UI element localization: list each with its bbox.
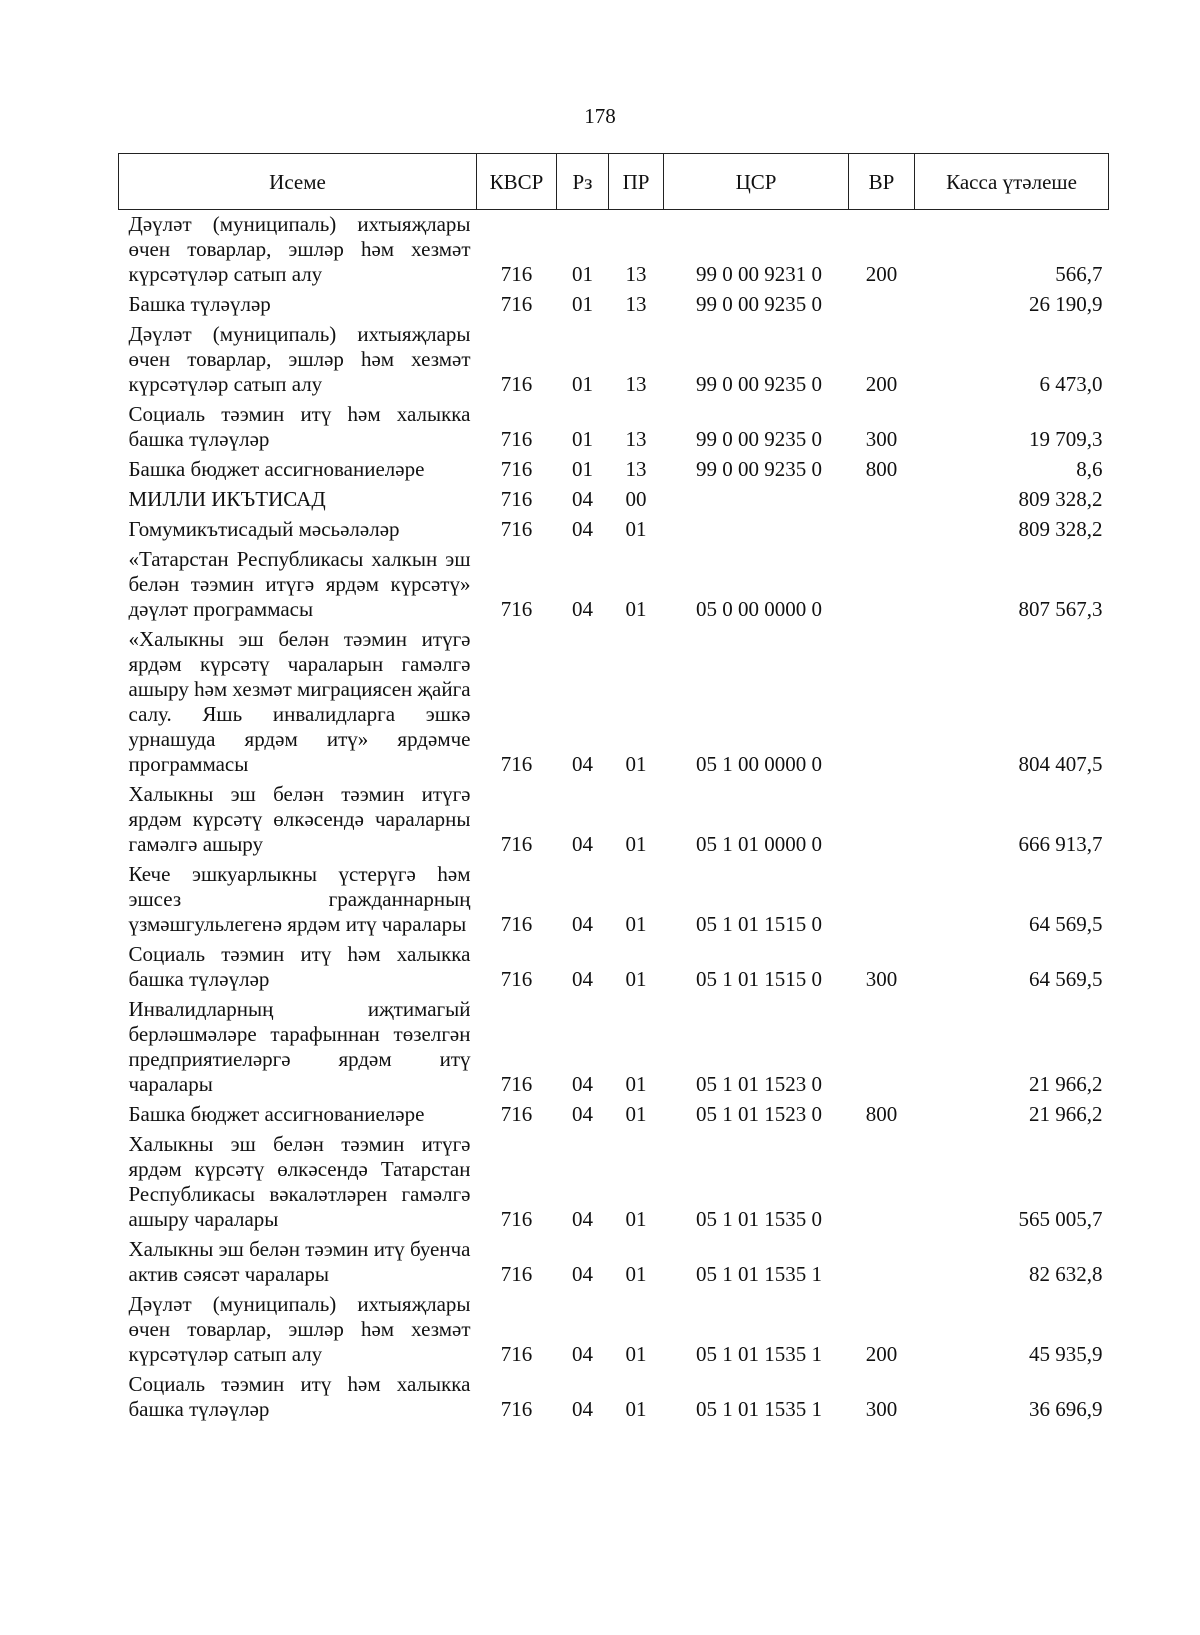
row-pr: 01 (625, 1397, 647, 1421)
table-header-row (119, 154, 1109, 210)
row-kvsr: 716 (500, 292, 533, 316)
row-pr: 01 (625, 1207, 647, 1231)
table-row (119, 860, 1109, 940)
table-row (119, 485, 1109, 515)
row-name: Халыкны эш белән тәэмин итүгә ярдәм күрсәтү өлкәсендә Татарстан Республикасы вәкаләтләрен гамәлгә ашыру чаралары (128, 1132, 471, 1231)
row-amount: 21 966,2 (1029, 1102, 1103, 1126)
table-row (119, 780, 1109, 860)
row-vr (849, 995, 915, 1100)
row-csr: 99 0 00 9235 0 (696, 457, 822, 481)
row-rz: 04 (572, 967, 593, 991)
row-amount: 21 966,2 (1029, 1072, 1103, 1096)
row-pr: 01 (625, 967, 647, 991)
row-kvsr: 716 (500, 262, 533, 286)
row-vr (849, 780, 915, 860)
row-amount: 565 005,7 (1018, 1207, 1103, 1231)
row-vr (849, 1130, 915, 1235)
row-name: Гомумикътисадый мәсьәләләр (128, 517, 400, 541)
row-amount: 566,7 (1055, 262, 1103, 286)
row-amount: 807 567,3 (1018, 597, 1103, 621)
row-kvsr: 716 (500, 517, 533, 541)
header-name: Исеме (119, 154, 477, 210)
row-kvsr: 716 (500, 1397, 533, 1421)
row-name: Халыкны эш белән тәэмин итү буенча актив сәясәт чаралары (128, 1237, 471, 1286)
row-csr: 05 1 01 1515 0 (696, 912, 822, 936)
table-row (119, 1370, 1109, 1425)
row-pr: 13 (625, 292, 647, 316)
row-pr: 01 (625, 832, 647, 856)
row-kvsr: 716 (500, 487, 533, 511)
row-amount: 8,6 (1076, 457, 1103, 481)
row-kvsr: 716 (500, 752, 533, 776)
row-kvsr: 716 (500, 1207, 533, 1231)
row-amount: 82 632,8 (1029, 1262, 1103, 1286)
table-row (119, 400, 1109, 455)
table-row (119, 1290, 1109, 1370)
row-csr: 05 1 01 1535 1 (696, 1342, 822, 1366)
row-csr (664, 515, 849, 545)
header-pr: ПР (609, 154, 664, 210)
row-pr: 01 (625, 912, 647, 936)
row-name: Социаль тәэмин итү һәм халыкка башка түләүләр (128, 942, 471, 991)
row-rz: 04 (572, 752, 593, 776)
row-rz: 04 (572, 1397, 593, 1421)
row-name: Халыкны эш белән тәэмин итүгә ярдәм күрсәтү өлкәсендә чараларны гамәлгә ашыру (128, 782, 471, 856)
row-csr: 99 0 00 9235 0 (696, 372, 822, 396)
row-rz: 04 (572, 487, 593, 511)
row-pr: 01 (625, 1072, 647, 1096)
table-body (119, 210, 1109, 1426)
header-amount: Касса үтәлеше (915, 154, 1109, 210)
row-csr: 05 0 00 0000 0 (696, 597, 822, 621)
row-kvsr: 716 (500, 427, 533, 451)
table-row (119, 940, 1109, 995)
row-name: Кече эшкуарлыкны үстерүгә һәм эшсез гражданнарның үзмәшгульлегенә ярдәм итү чаралары (128, 862, 471, 936)
row-pr: 13 (625, 427, 647, 451)
row-name: Инвалидларның иҗтимагый берләшмәләре тарафыннан төзелгән предприятиеләргә ярдәм итү чаралары (128, 997, 471, 1096)
row-rz: 04 (572, 1342, 593, 1366)
header-csr: ЦСР (664, 154, 849, 210)
row-vr (849, 860, 915, 940)
table-row (119, 1100, 1109, 1130)
table-row (119, 290, 1109, 320)
row-vr: 200 (865, 262, 898, 286)
row-name: Социаль тәэмин итү һәм халыкка башка түләүләр (128, 1372, 471, 1421)
row-vr: 300 (865, 427, 898, 451)
row-amount: 45 935,9 (1029, 1342, 1103, 1366)
row-name: Башка бюджет ассигнованиеләре (128, 457, 425, 481)
row-name: Башка бюджет ассигнованиеләре (128, 1102, 425, 1126)
table-row (119, 320, 1109, 400)
row-pr: 01 (625, 1262, 647, 1286)
row-amount: 26 190,9 (1029, 292, 1103, 316)
row-pr: 13 (625, 262, 647, 286)
header-vr: ВР (849, 154, 915, 210)
row-vr (849, 485, 915, 515)
header-rz: Рз (557, 154, 609, 210)
row-csr: 05 1 01 0000 0 (696, 832, 822, 856)
table-row (119, 995, 1109, 1100)
row-vr (849, 545, 915, 625)
row-amount: 64 569,5 (1029, 912, 1103, 936)
row-rz: 01 (572, 427, 593, 451)
row-pr: 01 (625, 517, 647, 541)
row-vr (849, 625, 915, 780)
row-rz: 01 (572, 457, 593, 481)
row-amount: 666 913,7 (1018, 832, 1103, 856)
row-rz: 04 (572, 832, 593, 856)
row-kvsr: 716 (500, 832, 533, 856)
row-csr: 05 1 01 1535 1 (696, 1262, 822, 1286)
budget-table (118, 153, 1109, 1425)
row-vr: 200 (865, 372, 898, 396)
table-row (119, 545, 1109, 625)
row-amount: 809 328,2 (1018, 517, 1103, 541)
row-name: Дәүләт (муниципаль) ихтыяҗлары өчен товарлар, эшләр һәм хезмәт күрсәтүләр сатып алу (128, 212, 471, 286)
table-row (119, 1130, 1109, 1235)
table-row (119, 455, 1109, 485)
row-csr (664, 485, 849, 515)
row-kvsr: 716 (500, 1262, 533, 1286)
row-vr (849, 290, 915, 320)
row-vr: 800 (865, 457, 898, 481)
row-pr: 00 (625, 487, 647, 511)
row-vr (849, 1235, 915, 1290)
row-rz: 04 (572, 517, 593, 541)
row-pr: 01 (625, 1342, 647, 1366)
row-kvsr: 716 (500, 372, 533, 396)
table-row (119, 210, 1109, 291)
row-csr: 99 0 00 9235 0 (696, 292, 822, 316)
row-kvsr: 716 (500, 912, 533, 936)
header-kvsr: КВСР (477, 154, 557, 210)
row-csr: 05 1 01 1535 0 (696, 1207, 822, 1231)
row-csr: 99 0 00 9231 0 (696, 262, 822, 286)
row-rz: 04 (572, 1102, 593, 1126)
row-name: Дәүләт (муниципаль) ихтыяҗлары өчен товарлар, эшләр һәм хезмәт күрсәтүләр сатып алу (128, 1292, 471, 1366)
row-kvsr: 716 (500, 1072, 533, 1096)
row-csr: 05 1 01 1523 0 (696, 1102, 822, 1126)
row-amount: 19 709,3 (1029, 427, 1103, 451)
row-rz: 01 (572, 292, 593, 316)
row-pr: 01 (625, 1102, 647, 1126)
row-amount: 804 407,5 (1018, 752, 1103, 776)
page-number: 178 (584, 104, 616, 128)
row-rz: 04 (572, 912, 593, 936)
row-kvsr: 716 (500, 1102, 533, 1126)
row-vr: 300 (865, 967, 898, 991)
row-kvsr: 716 (500, 597, 533, 621)
row-name: Социаль тәэмин итү һәм халыкка башка түләүләр (128, 402, 471, 451)
row-rz: 04 (572, 1072, 593, 1096)
row-name: МИЛЛИ ИКЪТИСАД (128, 487, 326, 511)
row-csr: 99 0 00 9235 0 (696, 427, 822, 451)
row-name: Дәүләт (муниципаль) ихтыяҗлары өчен товарлар, эшләр һәм хезмәт күрсәтүләр сатып алу (128, 322, 471, 396)
row-pr: 01 (625, 752, 647, 776)
row-csr: 05 1 01 1523 0 (696, 1072, 822, 1096)
row-vr (849, 515, 915, 545)
row-rz: 04 (572, 597, 593, 621)
row-amount: 36 696,9 (1029, 1397, 1103, 1421)
row-amount: 64 569,5 (1029, 967, 1103, 991)
row-pr: 13 (625, 457, 647, 481)
row-amount: 6 473,0 (1039, 372, 1103, 396)
row-amount: 809 328,2 (1018, 487, 1103, 511)
row-vr: 800 (865, 1102, 898, 1126)
row-csr: 05 1 01 1515 0 (696, 967, 822, 991)
row-name: «Татарстан Республикасы халкын эш белән тәэмин итүгә ярдәм күрсәтү» дәүләт программасы (128, 547, 471, 621)
row-vr: 300 (865, 1397, 898, 1421)
row-vr: 200 (865, 1342, 898, 1366)
row-csr: 05 1 00 0000 0 (696, 752, 822, 776)
row-name: Башка түләүләр (128, 292, 271, 316)
table-row (119, 1235, 1109, 1290)
row-rz: 01 (572, 262, 593, 286)
row-rz: 04 (572, 1207, 593, 1231)
row-rz: 04 (572, 1262, 593, 1286)
row-pr: 13 (625, 372, 647, 396)
table-row (119, 625, 1109, 780)
row-kvsr: 716 (500, 967, 533, 991)
row-kvsr: 716 (500, 1342, 533, 1366)
row-pr: 01 (625, 597, 647, 621)
row-csr: 05 1 01 1535 1 (696, 1397, 822, 1421)
row-rz: 01 (572, 372, 593, 396)
row-kvsr: 716 (500, 457, 533, 481)
table-row (119, 515, 1109, 545)
row-name: «Халыкны эш белән тәэмин итүгә ярдәм күрсәтү чараларын гамәлгә ашыру һәм хезмәт миграциясен җайга салу. Яшь инвалидларга эшкә урнашуда ярдәм итү» ярдәмче программасы (128, 627, 471, 776)
